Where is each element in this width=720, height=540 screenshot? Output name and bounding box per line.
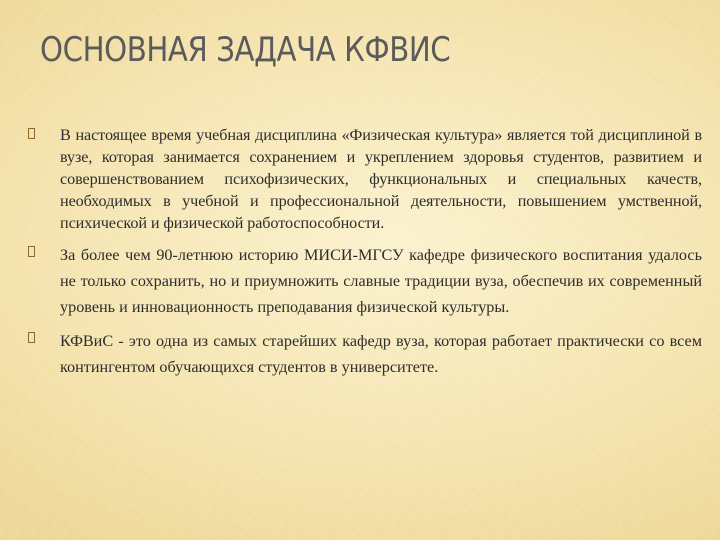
bullet-text-1: В настоящее время учебная дисциплина «Физическая культура» является той дисциплиной в вузе, которая занимается сохранением и укреплением здоровья студентов, развитием и совершенствованием психофизических, функциональных и специальных качеств, необходимых в учебной и профессиональной деятельности, повышением умственной, психической и физической работоспособности. xyxy=(60,126,702,232)
bullet-box-icon xyxy=(28,124,60,139)
bullet-item-1 xyxy=(28,124,702,234)
slide-body xyxy=(28,124,702,388)
bullet-text-2: За более чем 90-летнюю историю МИСИ-МГСУ кафедре физического воспитания удалось не только сохранить, но и приумножить славные традиции вуза, обеспечив их современный уровень и инновационность преподавания физической культуры. xyxy=(60,246,702,316)
slide-title: ОСНОВНАЯ ЗАДАЧА КФВИС xyxy=(40,30,451,70)
bullet-box-icon xyxy=(28,242,60,257)
bullet-text-3: КФВиС - это одна из самых старейших кафедр вуза, которая работает практически со всем контингентом обучающихся студентов в университете. xyxy=(60,332,702,376)
bullet-item-2 xyxy=(28,242,702,320)
bullet-box-icon xyxy=(28,328,60,343)
bullet-item-3 xyxy=(28,328,702,380)
